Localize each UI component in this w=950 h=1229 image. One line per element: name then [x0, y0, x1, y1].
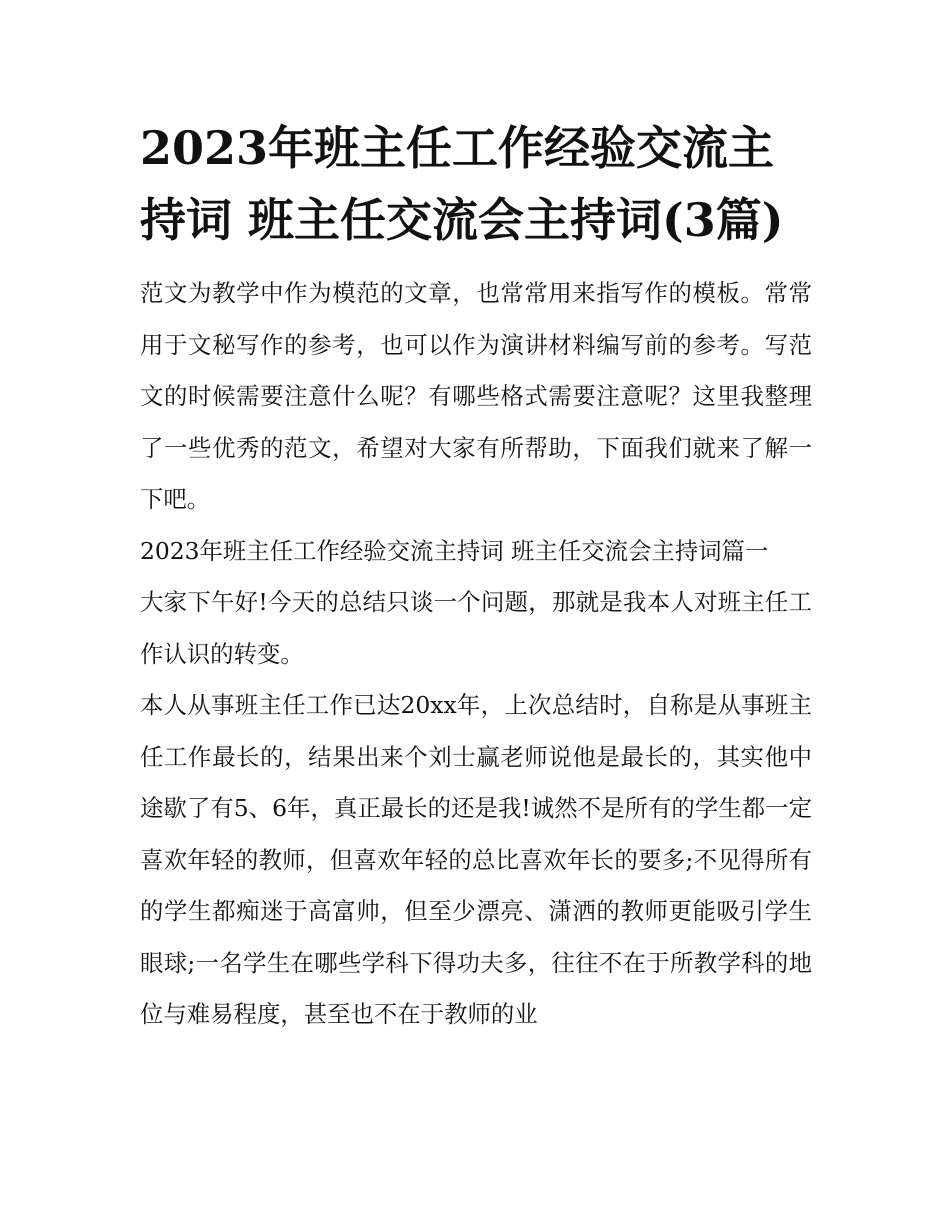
paragraph-greeting: 大家下午好!今天的总结只谈一个问题，那就是我本人对班主任工作认识的转变。 — [140, 588, 812, 668]
paragraph-section-heading: 2023年班主任工作经验交流主持词 班主任交流会主持词篇一 — [140, 536, 769, 565]
paragraph-intro: 范文为教学中作为模范的文章，也常常用来指写作的模板。常常用于文秘写作的参考，也可以作为演讲材料编写前的参考。写范文的时候需要注意什么呢？有哪些格式需要注意呢？这里我整理了一些优秀的范文，希望对大家有所帮助，下面我们就来了解一下吧。 — [140, 279, 812, 513]
document-body — [140, 112, 812, 1041]
paragraph-body: 本人从事班主任工作已达20xx年，上次总结时，自称是从事班主任工作最长的，结果出来个刘士赢老师说他是最长的，其实他中途歇了有5、6年，真正最长的还是我!诚然不是所有的学生都一定喜欢年轻的教师，但喜欢年轻的总比喜欢年长的要多;不见得所有的学生都痴迷于高富帅，但至少漂亮、潇洒的教师更能吸引学生眼球;一名学生在哪些学科下得功夫多，往往不在于所教学科的地位与难易程度，甚至也不在于教师的业 — [140, 691, 812, 1028]
document-title: 2023年班主任工作经验交流主持词 班主任交流会主持词(3篇) — [140, 121, 784, 247]
